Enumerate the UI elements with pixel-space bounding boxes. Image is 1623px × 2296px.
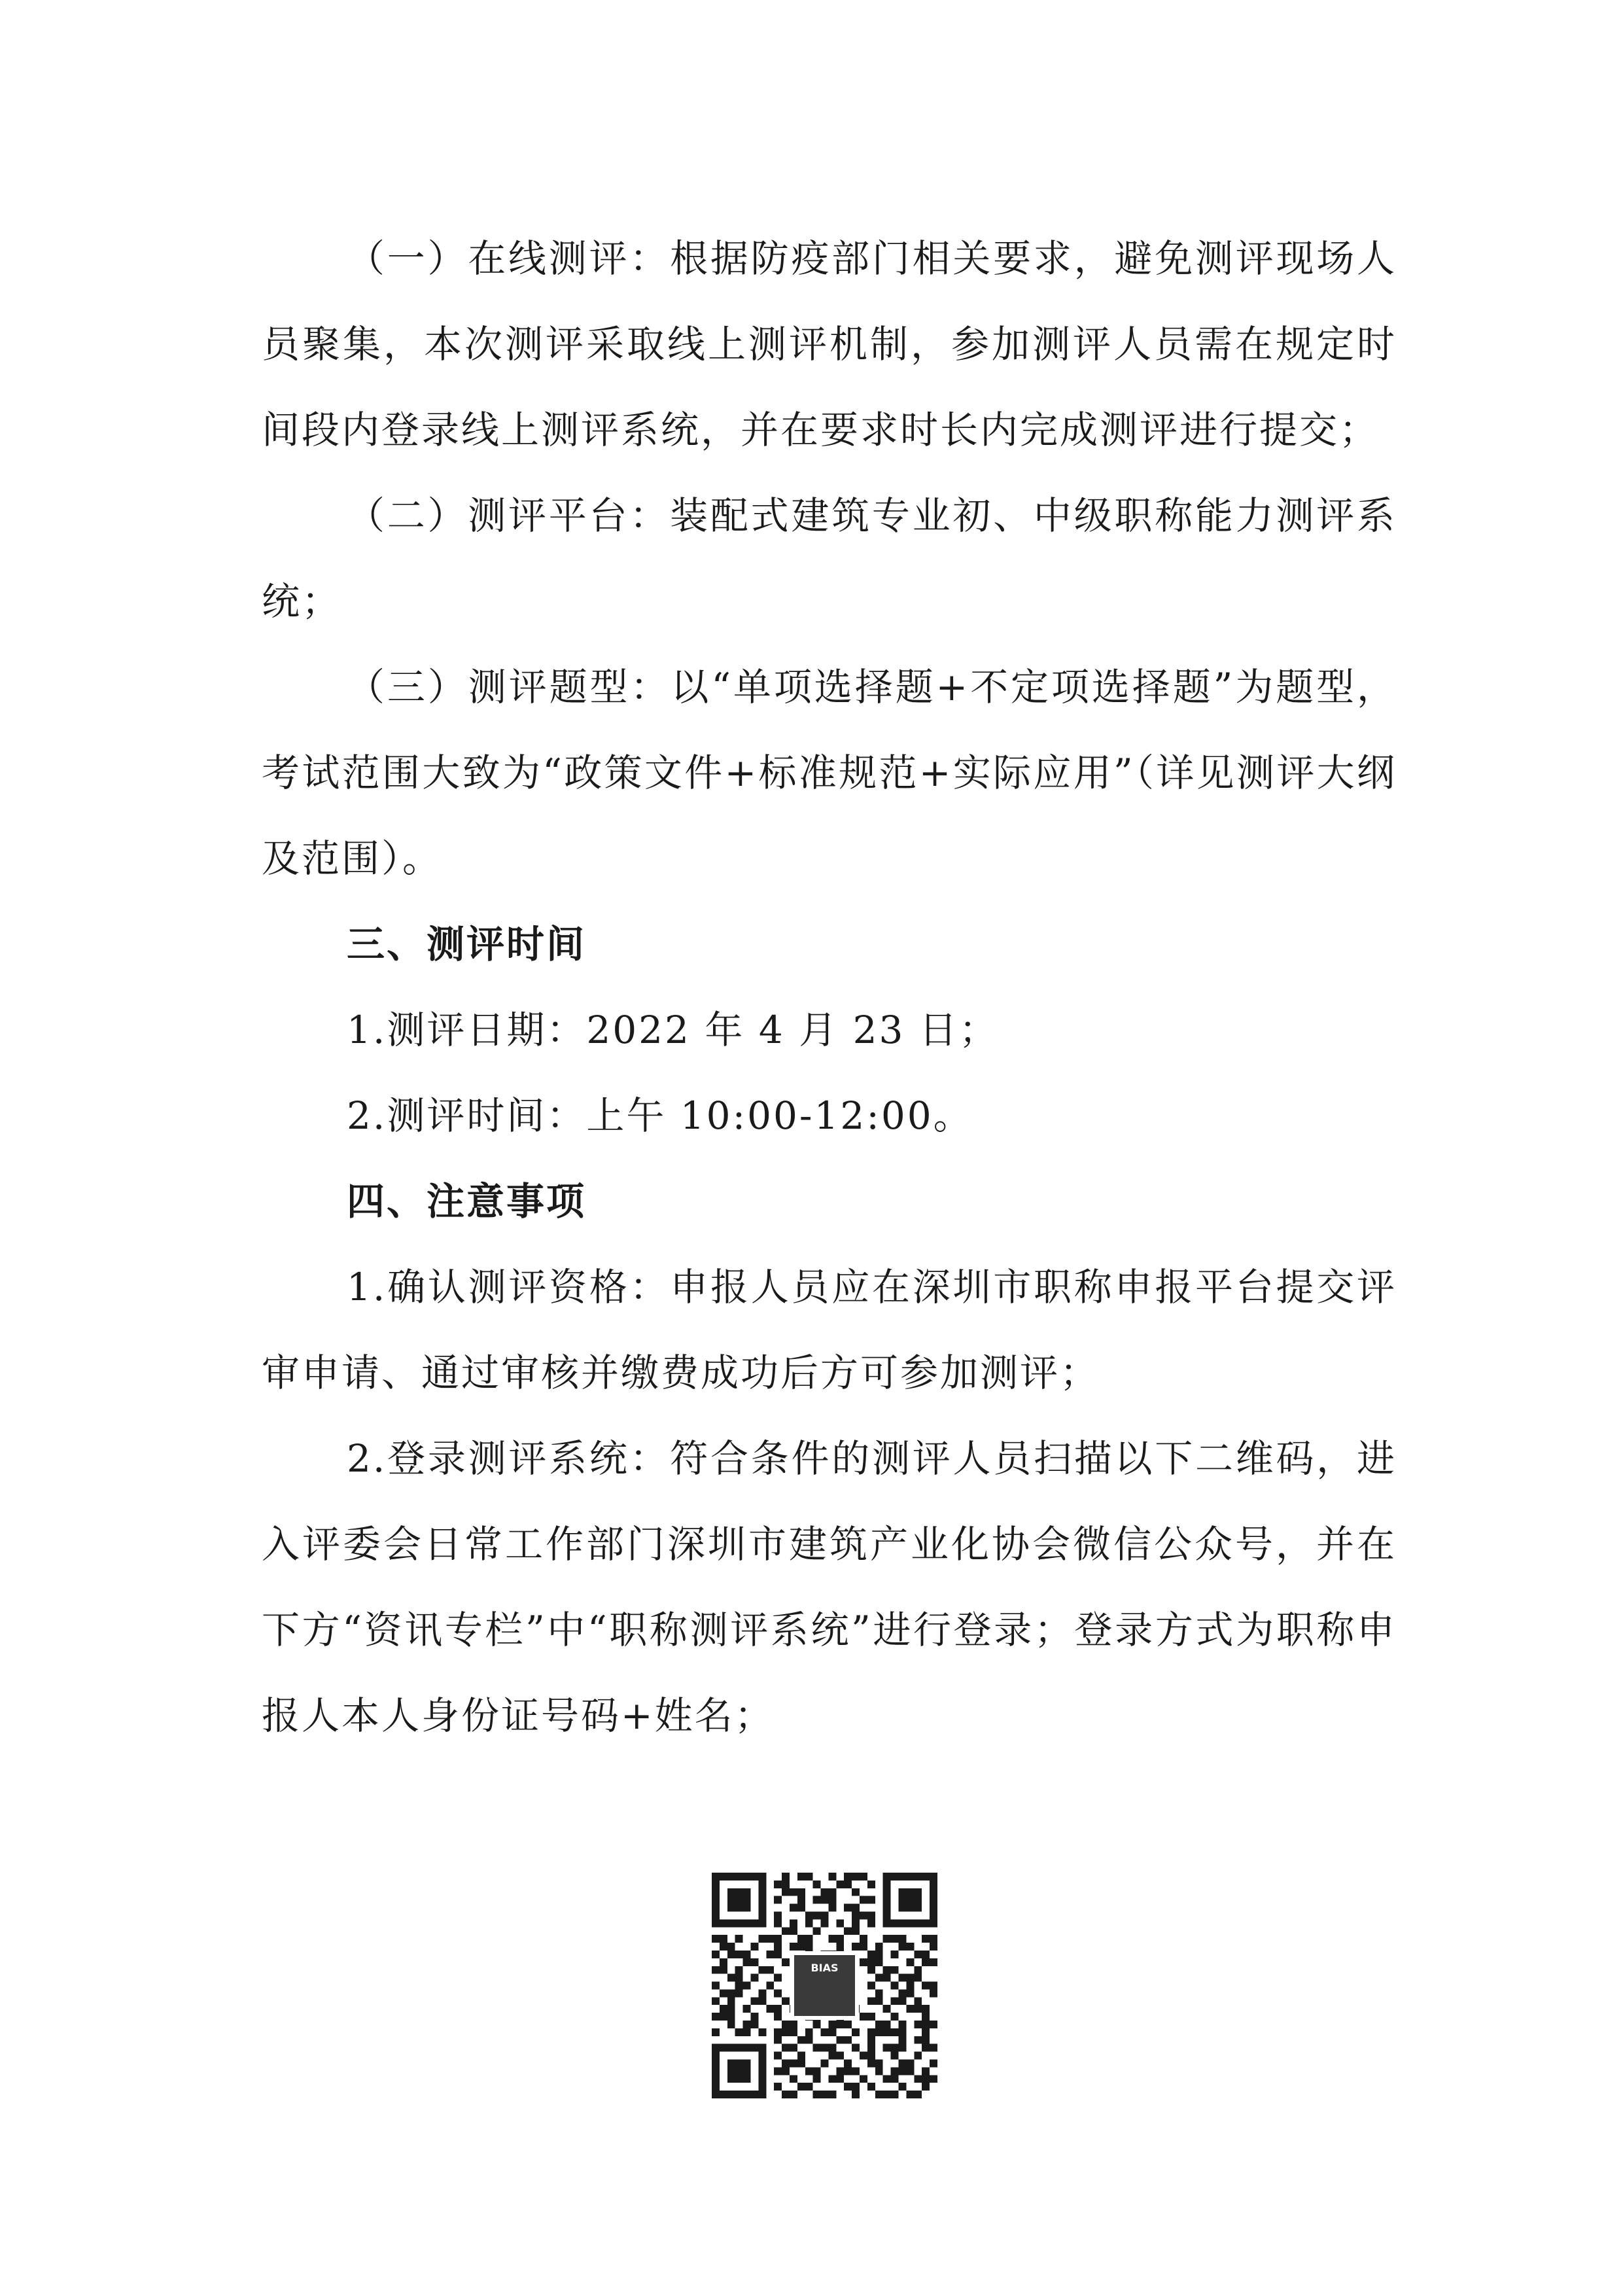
item-login-system: 2.登录测评系统：符合条件的测评人员扫描以下二维码，进入评委会日常工作部门深圳市建筑产业化协会微信公众号，并在下方“资讯专栏”中“职称测评系统”进行登录；登录方式为职称申报人本人身份证号码+姓名； [262,1436,1397,1738]
paragraph-assessment-platform: （二）测评平台：装配式建筑专业初、中级职称能力测评系统； [262,493,1397,624]
item-assessment-date: 1.测评日期：2022 年 4 月 23 日； [347,1008,999,1052]
document-body [262,216,1397,1759]
item-confirm-eligibility: 1.确认测评资格：申报人员应在深圳市职称申报平台提交评审申请、通过审核并缴费成功后方可参加测评； [262,1265,1397,1395]
section-heading-time: 三、测评时间 [347,922,587,966]
qr-code-icon [712,1873,937,2098]
qr-logo [790,1951,859,2020]
paragraph-question-types: （三）测评题型：以“单项选择题+不定项选择题”为题型，考试范围大致为“政策文件+标准规范+实际应用”（详见测评大纲及范围）。 [262,665,1397,881]
qr-logo-text: BIAS [811,1962,839,1974]
section-heading-notes: 四、注意事项 [347,1179,587,1224]
paragraph-online-assessment: （一）在线测评：根据防疫部门相关要求，避免测评现场人员聚集，本次测评采取线上测评机制，参加测评人员需在规定时间段内登录线上测评系统，并在要求时长内完成测评进行提交； [262,236,1397,452]
item-assessment-time: 2.测评时间：上午 10:00-12:00。 [347,1093,973,1138]
